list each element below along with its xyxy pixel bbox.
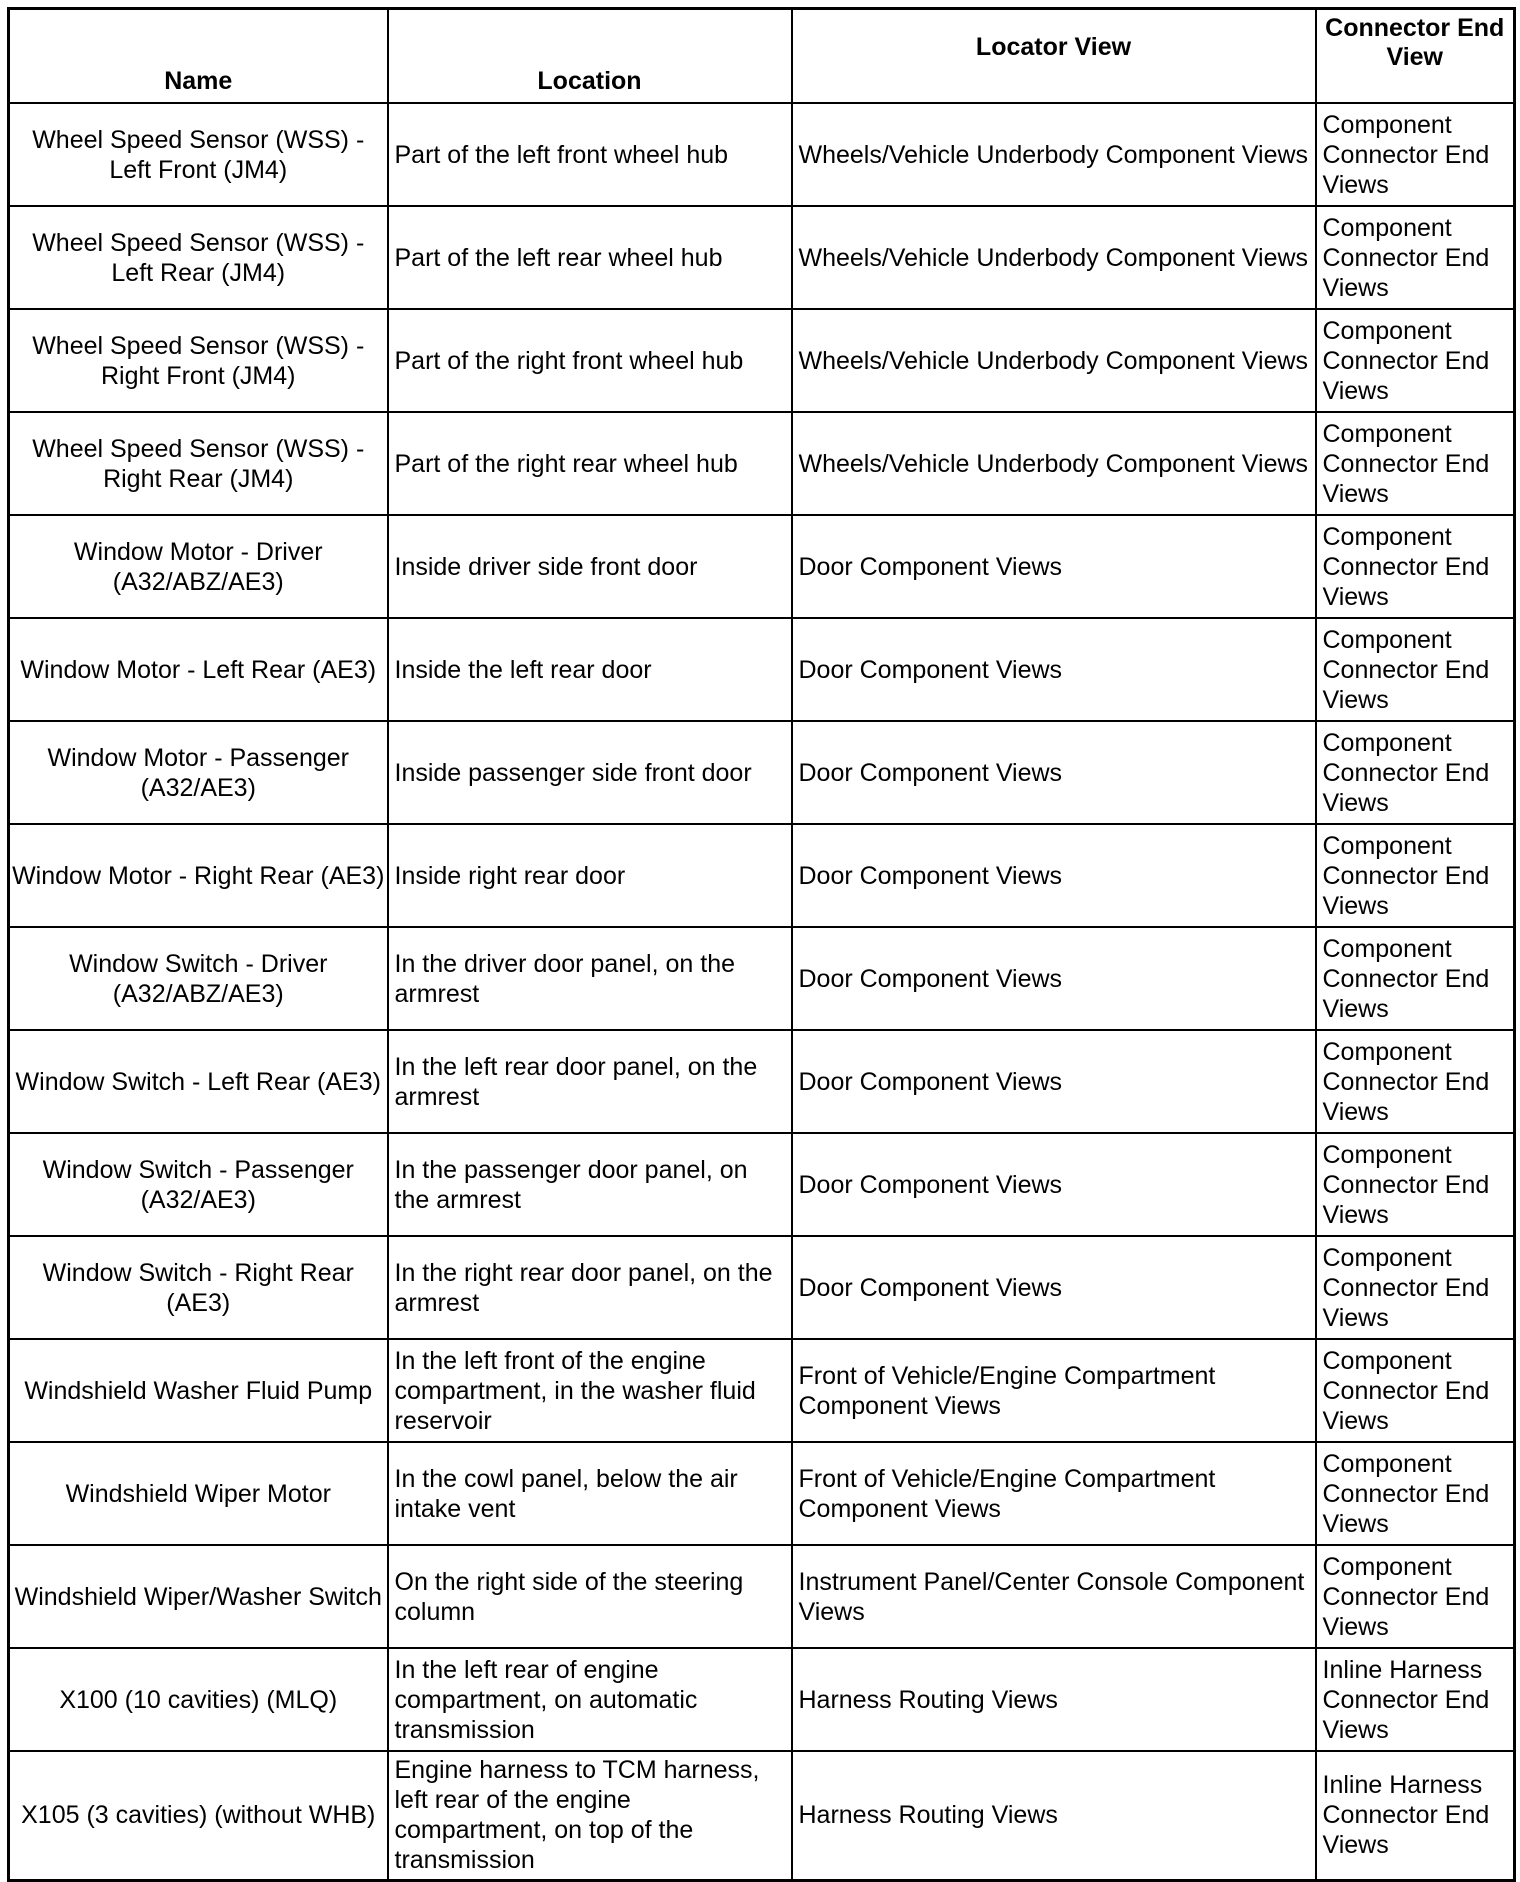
cell-locator-view: Door Component Views: [792, 1030, 1316, 1133]
table-row: [9, 309, 1515, 412]
header-locator-view: Locator View: [792, 9, 1316, 104]
cell-location: Part of the right front wheel hub: [388, 309, 792, 412]
cell-connector-end-view: Inline Harness Connector End Views: [1316, 1751, 1515, 1880]
table-row: [9, 1751, 1515, 1880]
cell-connector-end-view: Component Connector End Views: [1316, 1030, 1515, 1133]
cell-locator-view: Front of Vehicle/Engine Compartment Component Views: [792, 1442, 1316, 1545]
cell-locator-view: Wheels/Vehicle Underbody Component Views: [792, 206, 1316, 309]
cell-location: Inside right rear door: [388, 824, 792, 927]
cell-name: Wheel Speed Sensor (WSS) - Left Front (JM4): [9, 103, 388, 206]
cell-locator-view: Door Component Views: [792, 721, 1316, 824]
table-row: [9, 206, 1515, 309]
table-header: [9, 9, 1515, 104]
cell-connector-end-view: Component Connector End Views: [1316, 1442, 1515, 1545]
cell-location: Inside passenger side front door: [388, 721, 792, 824]
cell-name: X100 (10 cavities) (MLQ): [9, 1648, 388, 1751]
table-row: [9, 721, 1515, 824]
cell-locator-view: Wheels/Vehicle Underbody Component Views: [792, 103, 1316, 206]
table-row: [9, 412, 1515, 515]
table-row: [9, 1133, 1515, 1236]
header-name: Name: [9, 9, 388, 104]
cell-name: Windshield Wiper Motor: [9, 1442, 388, 1545]
table-row: [9, 1545, 1515, 1648]
cell-locator-view: Wheels/Vehicle Underbody Component Views: [792, 309, 1316, 412]
cell-location: In the passenger door panel, on the armrest: [388, 1133, 792, 1236]
table-row: [9, 1648, 1515, 1751]
cell-location: In the left rear of engine compartment, on automatic transmission: [388, 1648, 792, 1751]
header-location: Location: [388, 9, 792, 104]
cell-name: Window Motor - Driver (A32/ABZ/AE3): [9, 515, 388, 618]
cell-name: Window Switch - Driver (A32/ABZ/AE3): [9, 927, 388, 1030]
cell-name: Window Motor - Left Rear (AE3): [9, 618, 388, 721]
cell-location: Inside driver side front door: [388, 515, 792, 618]
table-row: [9, 618, 1515, 721]
cell-connector-end-view: Component Connector End Views: [1316, 412, 1515, 515]
cell-locator-view: Door Component Views: [792, 515, 1316, 618]
cell-connector-end-view: Component Connector End Views: [1316, 824, 1515, 927]
cell-connector-end-view: Component Connector End Views: [1316, 206, 1515, 309]
cell-connector-end-view: Inline Harness Connector End Views: [1316, 1648, 1515, 1751]
cell-locator-view: Harness Routing Views: [792, 1751, 1316, 1880]
cell-name: Window Switch - Passenger (A32/AE3): [9, 1133, 388, 1236]
cell-connector-end-view: Component Connector End Views: [1316, 1236, 1515, 1339]
component-locator-document: [7, 7, 1513, 1882]
cell-location: In the cowl panel, below the air intake vent: [388, 1442, 792, 1545]
cell-location: In the driver door panel, on the armrest: [388, 927, 792, 1030]
table-body: [9, 103, 1515, 1880]
table-row: [9, 515, 1515, 618]
table-row: [9, 1339, 1515, 1442]
table-row: [9, 1442, 1515, 1545]
cell-name: Window Motor - Right Rear (AE3): [9, 824, 388, 927]
cell-locator-view: Door Component Views: [792, 618, 1316, 721]
cell-connector-end-view: Component Connector End Views: [1316, 721, 1515, 824]
cell-locator-view: Door Component Views: [792, 927, 1316, 1030]
cell-locator-view: Wheels/Vehicle Underbody Component Views: [792, 412, 1316, 515]
header-row: [9, 9, 1515, 104]
cell-connector-end-view: Component Connector End Views: [1316, 1339, 1515, 1442]
cell-locator-view: Instrument Panel/Center Console Component Views: [792, 1545, 1316, 1648]
cell-location: Part of the right rear wheel hub: [388, 412, 792, 515]
cell-name: Wheel Speed Sensor (WSS) - Left Rear (JM4): [9, 206, 388, 309]
cell-name: Window Motor - Passenger (A32/AE3): [9, 721, 388, 824]
component-locator-table: [7, 7, 1516, 1882]
cell-locator-view: Door Component Views: [792, 1133, 1316, 1236]
cell-locator-view: Front of Vehicle/Engine Compartment Component Views: [792, 1339, 1316, 1442]
cell-locator-view: Door Component Views: [792, 1236, 1316, 1339]
cell-location: Part of the left rear wheel hub: [388, 206, 792, 309]
cell-name: Wheel Speed Sensor (WSS) - Right Front (JM4): [9, 309, 388, 412]
table-row: [9, 824, 1515, 927]
table-row: [9, 1030, 1515, 1133]
cell-location: Part of the left front wheel hub: [388, 103, 792, 206]
table-row: [9, 1236, 1515, 1339]
cell-location: In the left rear door panel, on the armrest: [388, 1030, 792, 1133]
cell-locator-view: Harness Routing Views: [792, 1648, 1316, 1751]
cell-name: Wheel Speed Sensor (WSS) - Right Rear (JM4): [9, 412, 388, 515]
cell-connector-end-view: Component Connector End Views: [1316, 927, 1515, 1030]
header-connector-end-view: Connector End View: [1316, 9, 1515, 104]
cell-connector-end-view: Component Connector End Views: [1316, 515, 1515, 618]
cell-location: On the right side of the steering column: [388, 1545, 792, 1648]
cell-location: In the right rear door panel, on the armrest: [388, 1236, 792, 1339]
cell-connector-end-view: Component Connector End Views: [1316, 618, 1515, 721]
cell-name: Windshield Wiper/Washer Switch: [9, 1545, 388, 1648]
cell-location: In the left front of the engine compartment, in the washer fluid reservoir: [388, 1339, 792, 1442]
cell-name: Windshield Washer Fluid Pump: [9, 1339, 388, 1442]
cell-name: X105 (3 cavities) (without WHB): [9, 1751, 388, 1880]
table-row: [9, 103, 1515, 206]
table-row: [9, 927, 1515, 1030]
cell-connector-end-view: Component Connector End Views: [1316, 1133, 1515, 1236]
cell-locator-view: Door Component Views: [792, 824, 1316, 927]
cell-location: Engine harness to TCM harness, left rear of the engine compartment, on top of the transmission: [388, 1751, 792, 1880]
cell-connector-end-view: Component Connector End Views: [1316, 1545, 1515, 1648]
cell-name: Window Switch - Left Rear (AE3): [9, 1030, 388, 1133]
cell-connector-end-view: Component Connector End Views: [1316, 309, 1515, 412]
cell-connector-end-view: Component Connector End Views: [1316, 103, 1515, 206]
cell-location: Inside the left rear door: [388, 618, 792, 721]
cell-name: Window Switch - Right Rear (AE3): [9, 1236, 388, 1339]
